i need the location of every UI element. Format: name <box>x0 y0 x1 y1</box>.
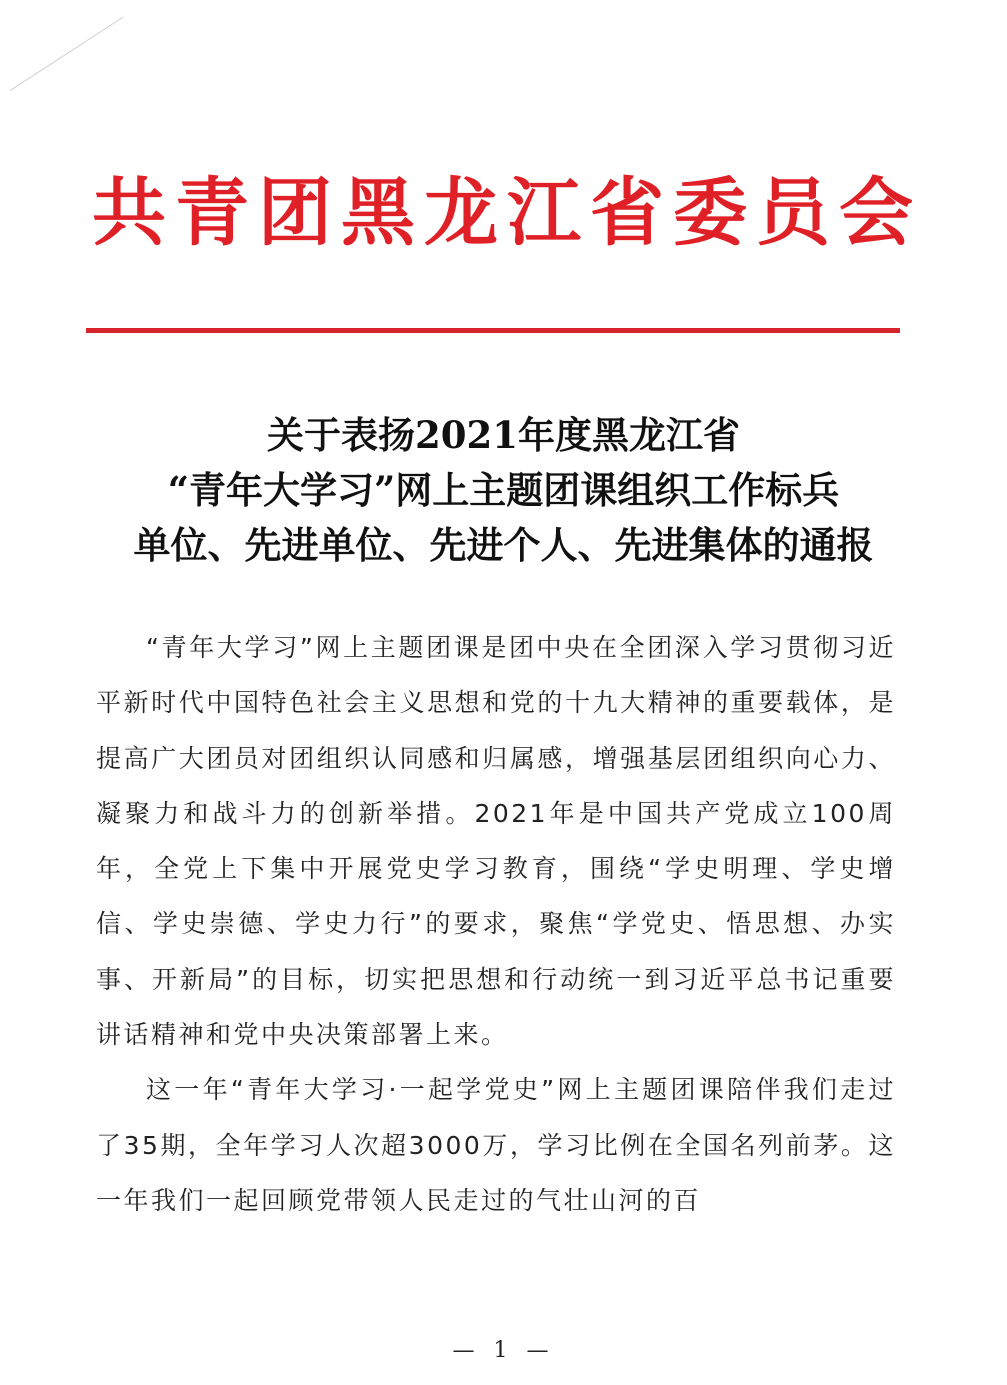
paper-fold-mark <box>10 16 124 90</box>
body-paragraph-2: 这一年“青年大学习·一起学党史”网上主题团课陪伴我们走过了35期，全年学习人次超3000万，学习比例在全国名列前茅。这一年我们一起回顾党带领人民走过的气壮山河的百 <box>96 1075 896 1215</box>
body-paragraph-1: “青年大学习”网上主题团课是团中央在全团深入学习贯彻习近平新时代中国特色社会主义思想和党的十九大精神的重要载体，是提高广大团员对团组织认同感和归属感，增强基层团组织向心力、凝聚力和战斗力的创新举措。2021年是中国共产党成立100周年，全党上下集中开展党史学习教育，围绕“学史明理、学史增信、学史崇德、学史力行”的要求，聚焦“学党史、悟思想、办实事、开新局”的目标，切实把思想和行动统一到习近平总书记重要讲话精神和党中央决策部署上来。 <box>96 633 896 1050</box>
document-title <box>80 408 927 573</box>
letterhead-organization-name: 共青团黑龙江省委员会 <box>92 170 922 256</box>
title-line-1: 关于表扬2021年度黑龙江省 <box>267 413 740 457</box>
title-line-2: “青年大学习”网上主题团课组织工作标兵 <box>167 468 840 512</box>
document-body <box>96 620 896 1228</box>
letterhead-red-rule <box>86 328 900 333</box>
page-number: — 1 — <box>452 1338 555 1363</box>
title-line-3: 单位、先进单位、先进个人、先进集体的通报 <box>133 523 874 567</box>
